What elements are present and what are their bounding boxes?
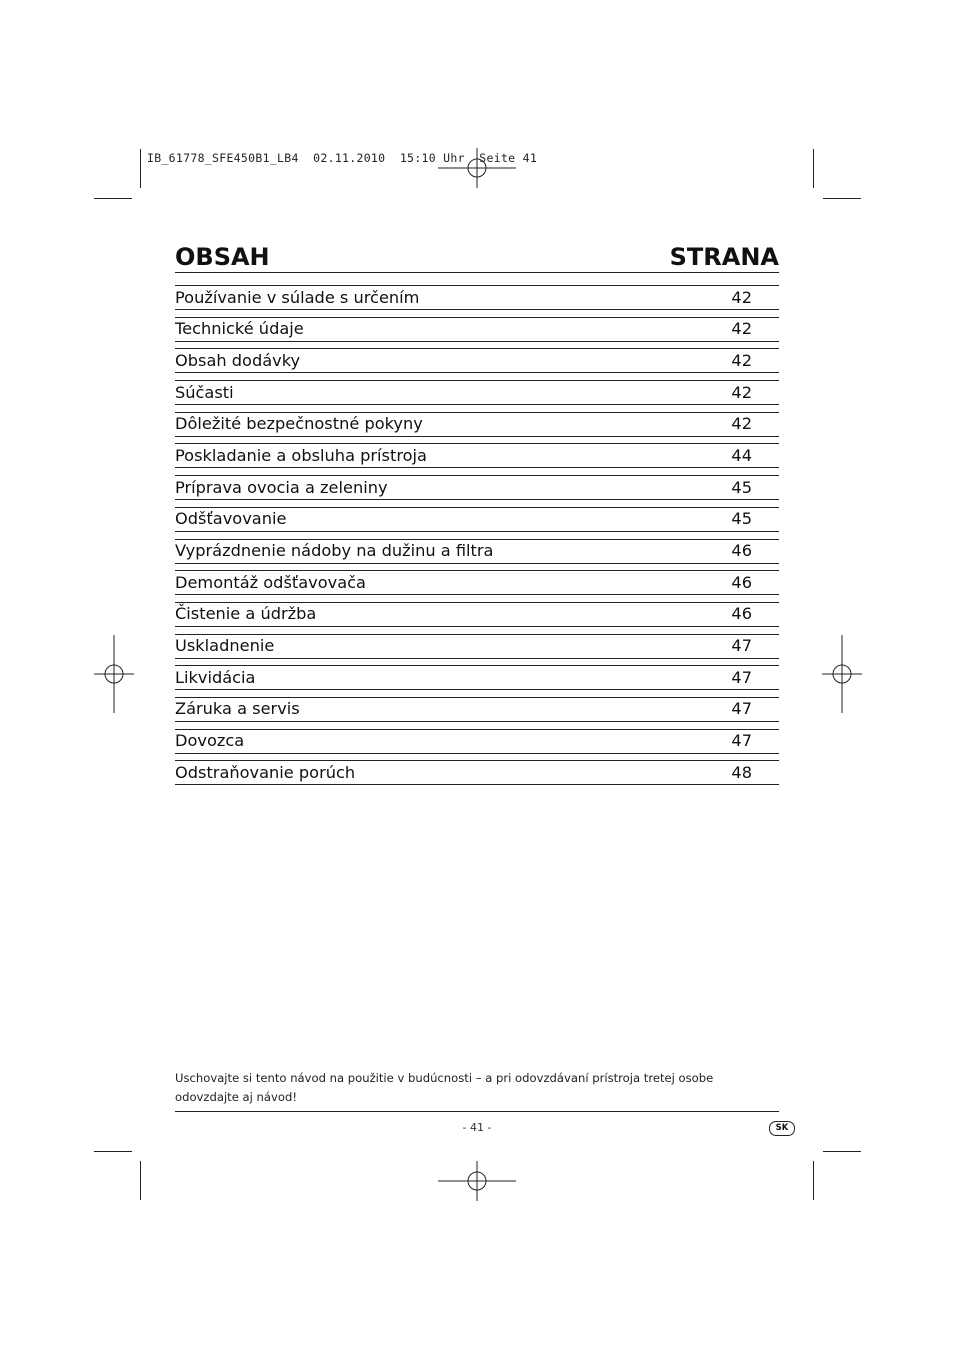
print-slug: IB_61778_SFE450B1_LB4 02.11.2010 15:10 Uhr Seite 41 bbox=[147, 151, 538, 165]
toc-entry-title: Poskladanie a obsluha prístroja bbox=[175, 445, 427, 465]
toc-entry-page: 45 bbox=[731, 509, 752, 529]
toc-entry-title: Súčasti bbox=[175, 382, 234, 402]
toc-entry-title: Príprava ovocia a zeleniny bbox=[175, 477, 388, 497]
registration-crosshair-icon bbox=[438, 1161, 516, 1201]
toc-entry[interactable] bbox=[175, 697, 779, 722]
toc-entry[interactable] bbox=[175, 760, 779, 785]
toc-entry-title: Dôležité bezpečnostné pokyny bbox=[175, 414, 423, 434]
toc-entry-page: 46 bbox=[731, 572, 752, 592]
toc-entry-title: Vyprázdnenie nádoby na dužinu a filtra bbox=[175, 541, 494, 560]
toc-entry-title: Používanie v súlade s určením bbox=[175, 287, 420, 307]
toc-entry-page: 42 bbox=[731, 414, 752, 434]
footer-divider bbox=[175, 1111, 779, 1112]
toc-heading-contents: OBSAH bbox=[175, 243, 270, 271]
toc-entry[interactable] bbox=[175, 412, 779, 437]
toc-entry-title: Záruka a servis bbox=[175, 699, 300, 719]
toc-entry[interactable] bbox=[175, 729, 779, 754]
toc-entry-page: 42 bbox=[731, 350, 752, 370]
toc-entry[interactable] bbox=[175, 317, 779, 342]
toc-entry-page: 46 bbox=[731, 541, 752, 560]
registration-crosshair-icon bbox=[822, 635, 862, 713]
toc-entry-page: 46 bbox=[731, 604, 752, 624]
toc-entry[interactable] bbox=[175, 507, 779, 532]
toc-entry-page: 48 bbox=[731, 762, 752, 782]
toc-entry-title: Čistenie a údržba bbox=[175, 604, 317, 624]
toc-entry-title: Uskladnenie bbox=[175, 636, 275, 656]
toc-entry-page: 42 bbox=[731, 319, 752, 339]
toc-entry[interactable] bbox=[175, 570, 779, 595]
registration-crosshair-icon bbox=[94, 635, 134, 713]
toc-entry-page: 47 bbox=[731, 636, 752, 656]
toc-entry[interactable] bbox=[175, 380, 779, 405]
toc-entry[interactable] bbox=[175, 634, 779, 659]
toc-entry[interactable] bbox=[175, 665, 779, 690]
toc-header bbox=[175, 240, 779, 273]
toc-entry-title: Odšťavovanie bbox=[175, 509, 287, 529]
toc-entry-page: 45 bbox=[731, 477, 752, 497]
toc-entry[interactable] bbox=[175, 348, 779, 373]
language-badge: SK bbox=[769, 1121, 795, 1136]
toc-entry-title: Likvidácia bbox=[175, 667, 256, 687]
toc-entry-page: 47 bbox=[731, 667, 752, 687]
toc-entry-title: Technické údaje bbox=[175, 319, 304, 339]
toc-entry-title: Odstraňovanie porúch bbox=[175, 762, 356, 782]
toc-entry-page: 42 bbox=[731, 382, 752, 402]
toc-entry-page: 47 bbox=[731, 731, 752, 751]
usage-note: Uschovajte si tento návod na použitie v budúcnosti – a pri odovzdávaní prístroja tretej osobe odovzdajte aj návod! bbox=[175, 1071, 714, 1104]
toc-entry-page: 42 bbox=[731, 287, 752, 307]
toc-entry-page: 47 bbox=[731, 699, 752, 719]
toc-heading-page: STRANA bbox=[669, 243, 779, 271]
registration-crosshair-icon bbox=[438, 148, 516, 188]
toc-entry-title: Demontáž odšťavovača bbox=[175, 572, 366, 592]
toc-list bbox=[175, 285, 779, 792]
page-number: - 41 - bbox=[462, 1121, 492, 1134]
toc-entry-title: Dovozca bbox=[175, 731, 245, 751]
toc-entry[interactable] bbox=[175, 602, 779, 627]
toc-entry[interactable] bbox=[175, 443, 779, 468]
toc-entry-title: Obsah dodávky bbox=[175, 350, 301, 370]
toc-entry-page: 44 bbox=[731, 445, 752, 465]
toc-entry[interactable] bbox=[175, 285, 779, 310]
toc-entry[interactable] bbox=[175, 475, 779, 500]
toc-entry[interactable] bbox=[175, 539, 779, 564]
